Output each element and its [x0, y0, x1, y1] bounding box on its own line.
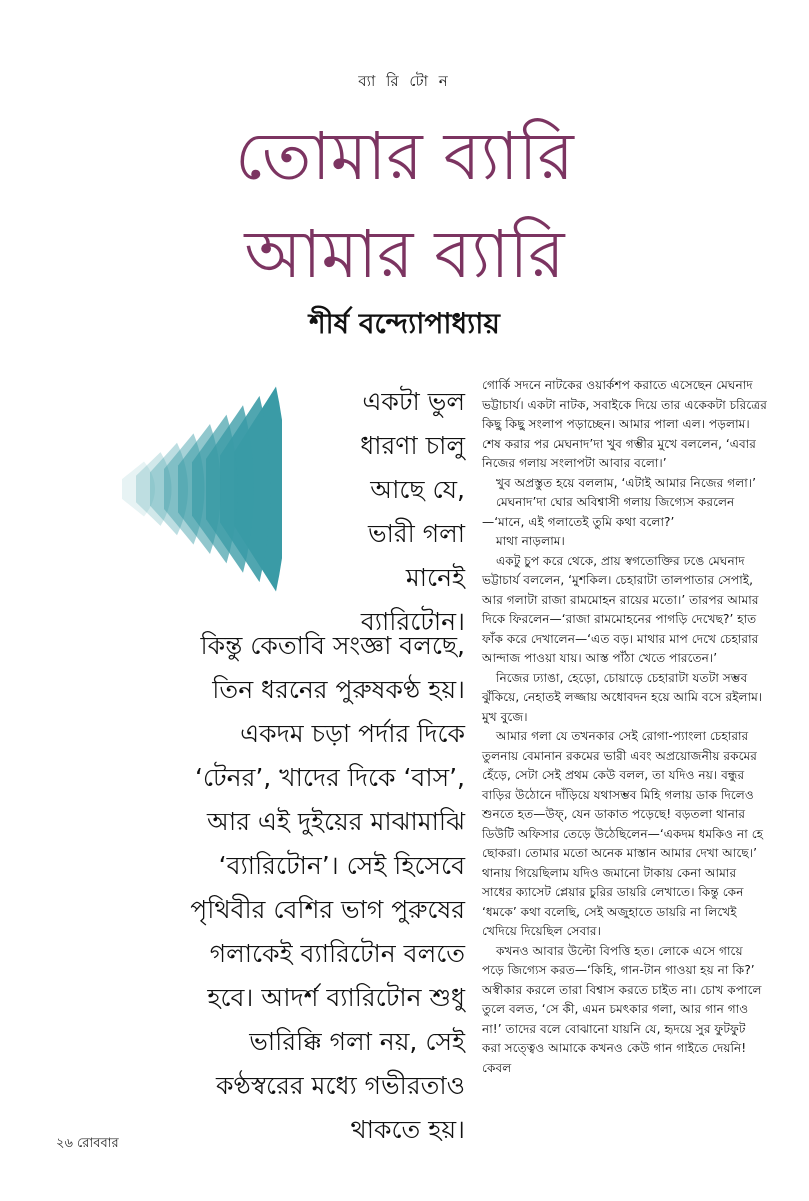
lede-line: আর এই দুইয়ের মাঝামাঝি: [207, 807, 465, 836]
title-line-1: তোমার ব্যারি: [235, 118, 574, 195]
article-body: [482, 376, 767, 1078]
lede-line: ‘ব্যারিটোন’। সেই হিসেবে: [218, 851, 465, 880]
lede-line: কিন্তু কেতাবি সংজ্ঞা বলছে,: [200, 631, 465, 660]
lede-line: গলাকেই ব্যারিটোন বলতে: [209, 939, 465, 968]
body-paragraph: খুব অপ্রস্তুত হয়ে বললাম, ‘এটাই আমার নিজের গলা।’: [496, 475, 757, 490]
body-paragraph: কখনও আবার উল্টো বিপত্তি হত। লোকে এসে গায়ে পড়ে জিগ্যেস করত—‘কিহি, গান-টান গাওয়া হয় না কি?’ অস্বীকার করলে তারা বিশ্বাস করতে চাইত না। চোখ কপালে তুলে বলত, ‘সে কী, এমন চমৎকার গলা, আর গান গাও না!’ তাদের বলে বোঝানো যায়নি যে, হৃদয়ে সুর ফুটফুট করা সত্ত্বেও আমাকে কখনও কেউ গান গাইতে দেয়নি! কেবল: [482, 943, 762, 1075]
lede-line: একটা ভুল: [362, 387, 465, 416]
body-paragraph: একটু চুপ করে থেকে, প্রায় স্বগতোক্তির ঢঙে মেঘনাদ ভট্টাচার্য বললেন, ‘মুশকিল। চেহারাটা তালপাতার সেপাই, আর গলাটা রাজা রামমোহন রায়ের মতো।’ তারপর আমার দিকে ফিরলেন—‘রাজা রামমোহনের পাগড়ি দেখেছ?’ হাত ফাঁক করে দেখালেন—‘এত বড়। মাথার মাপ দেখে চেহারার আন্দাজ পাওয়া যায়। আস্ত পাঁঠা খেতে পারতেন।’: [482, 553, 759, 665]
lede-line: ভারী গলা: [368, 519, 465, 548]
body-paragraph: আমার গলা যে তখনকার সেই রোগা-প্যাংলা চেহারার তুলনায় বেমানান রকমের ভারী এবং অপ্রয়োজনীয় রকমের হেঁড়ে, সেটা সেই প্রথম কেউ বলল, তা যদিও নয়। বন্ধুর বাড়ির উঠোনে দাঁড়িয়ে যথাসম্ভব মিহি গলায় ডাক দিলেও শুনতে হত—উফ্, যেন ডাকাত পড়েছে! বড়তলা থানার ডিউটি অফিসার তেড়ে উঠেছিলেন—‘একদম ধমকিও না হে ছোকরা। তোমার মতো অনেক মাস্তান আমার দেখা আছে।’ থানায় গিয়েছিলাম যদিও জমানো টাকায় কেনা আমার সাধের ক্যাসেট প্লেয়ার চুরির ডায়রি লেখাতে। কিন্তু কেন ‘ধমকে’ কথা বলেছি, সেই অজুহাতে ডায়রি না লিখেই খেদিয়ে দিয়েছিল সেবার।: [482, 729, 764, 938]
lede-line: ধারণা চালু: [360, 431, 465, 460]
article-title: [0, 108, 809, 304]
lede-line: কণ্ঠস্বরের মধ্যে গভীরতাও: [216, 1071, 465, 1100]
lede-intro: [250, 380, 465, 644]
section-kicker: ব্যা রি টো ন: [358, 72, 451, 90]
lede-line: আছে যে,: [370, 475, 465, 504]
lede-line: পৃথিবীর বেশির ভাগ পুরুষের: [190, 895, 465, 924]
author-byline: শীর্ষ বন্দ্যোপাধ্যায়: [309, 307, 500, 340]
body-paragraph: নিজের ঢ্যাঙা, হেড়ো, চোয়াড়ে চেহারাটা যতটা সম্ভব ঝুঁকিয়ে, নেহাতই লজ্জায় অধোবদন হয়ে আমি বসে রইলাম। মুখ বুজে।: [482, 670, 763, 724]
body-paragraph: মাথা নাড়লাম।: [496, 534, 565, 548]
lede-line: মানেই: [405, 563, 465, 592]
lede-line: থাকতে হয়।: [350, 1115, 465, 1144]
lede-line: তিন ধরনের পুরুষকণ্ঠ হয়।: [212, 675, 465, 704]
lede-line: ভারিক্কি গলা নয়, সেই: [249, 1027, 465, 1056]
page-folio: ২৬ রোববার: [56, 1136, 119, 1151]
body-paragraph: মেঘনাদ’দা ঘোর অবিশ্বাসী গলায় জিগ্যেস করলেন—‘মানে, এই গলাতেই তুমি কথা বলো?’: [482, 495, 735, 529]
lede-line: ব্যারিটোন।: [360, 607, 465, 636]
lede-line: হবে। আদর্শ ব্যারিটোন শুধু: [207, 983, 465, 1012]
title-line-2: আমার ব্যারি: [244, 216, 565, 293]
lede-line: ‘টেনর’, খাদের দিকে ‘বাস’,: [194, 763, 465, 792]
body-paragraph: গোর্কি সদনে নাটকের ওয়ার্কশপ করাতে এসেছেন মেঘনাদ ভট্টাচার্য। একটা নাটক, সবাইকে দিয়ে তার একেকটা চরিত্রের কিছু কিছু সংলাপ পড়াচ্ছেন। আমার পালা এল। পড়লাম। শেষ করার পর মেঘনাদ’দা খুব গম্ভীর মুখে বললেন, ‘এবার নিজের গলায় সংলাপটা আবার বলো।’: [482, 378, 767, 470]
lede-line: একদম চড়া পর্দার দিকে: [240, 719, 465, 748]
lede-body: [95, 624, 465, 1152]
